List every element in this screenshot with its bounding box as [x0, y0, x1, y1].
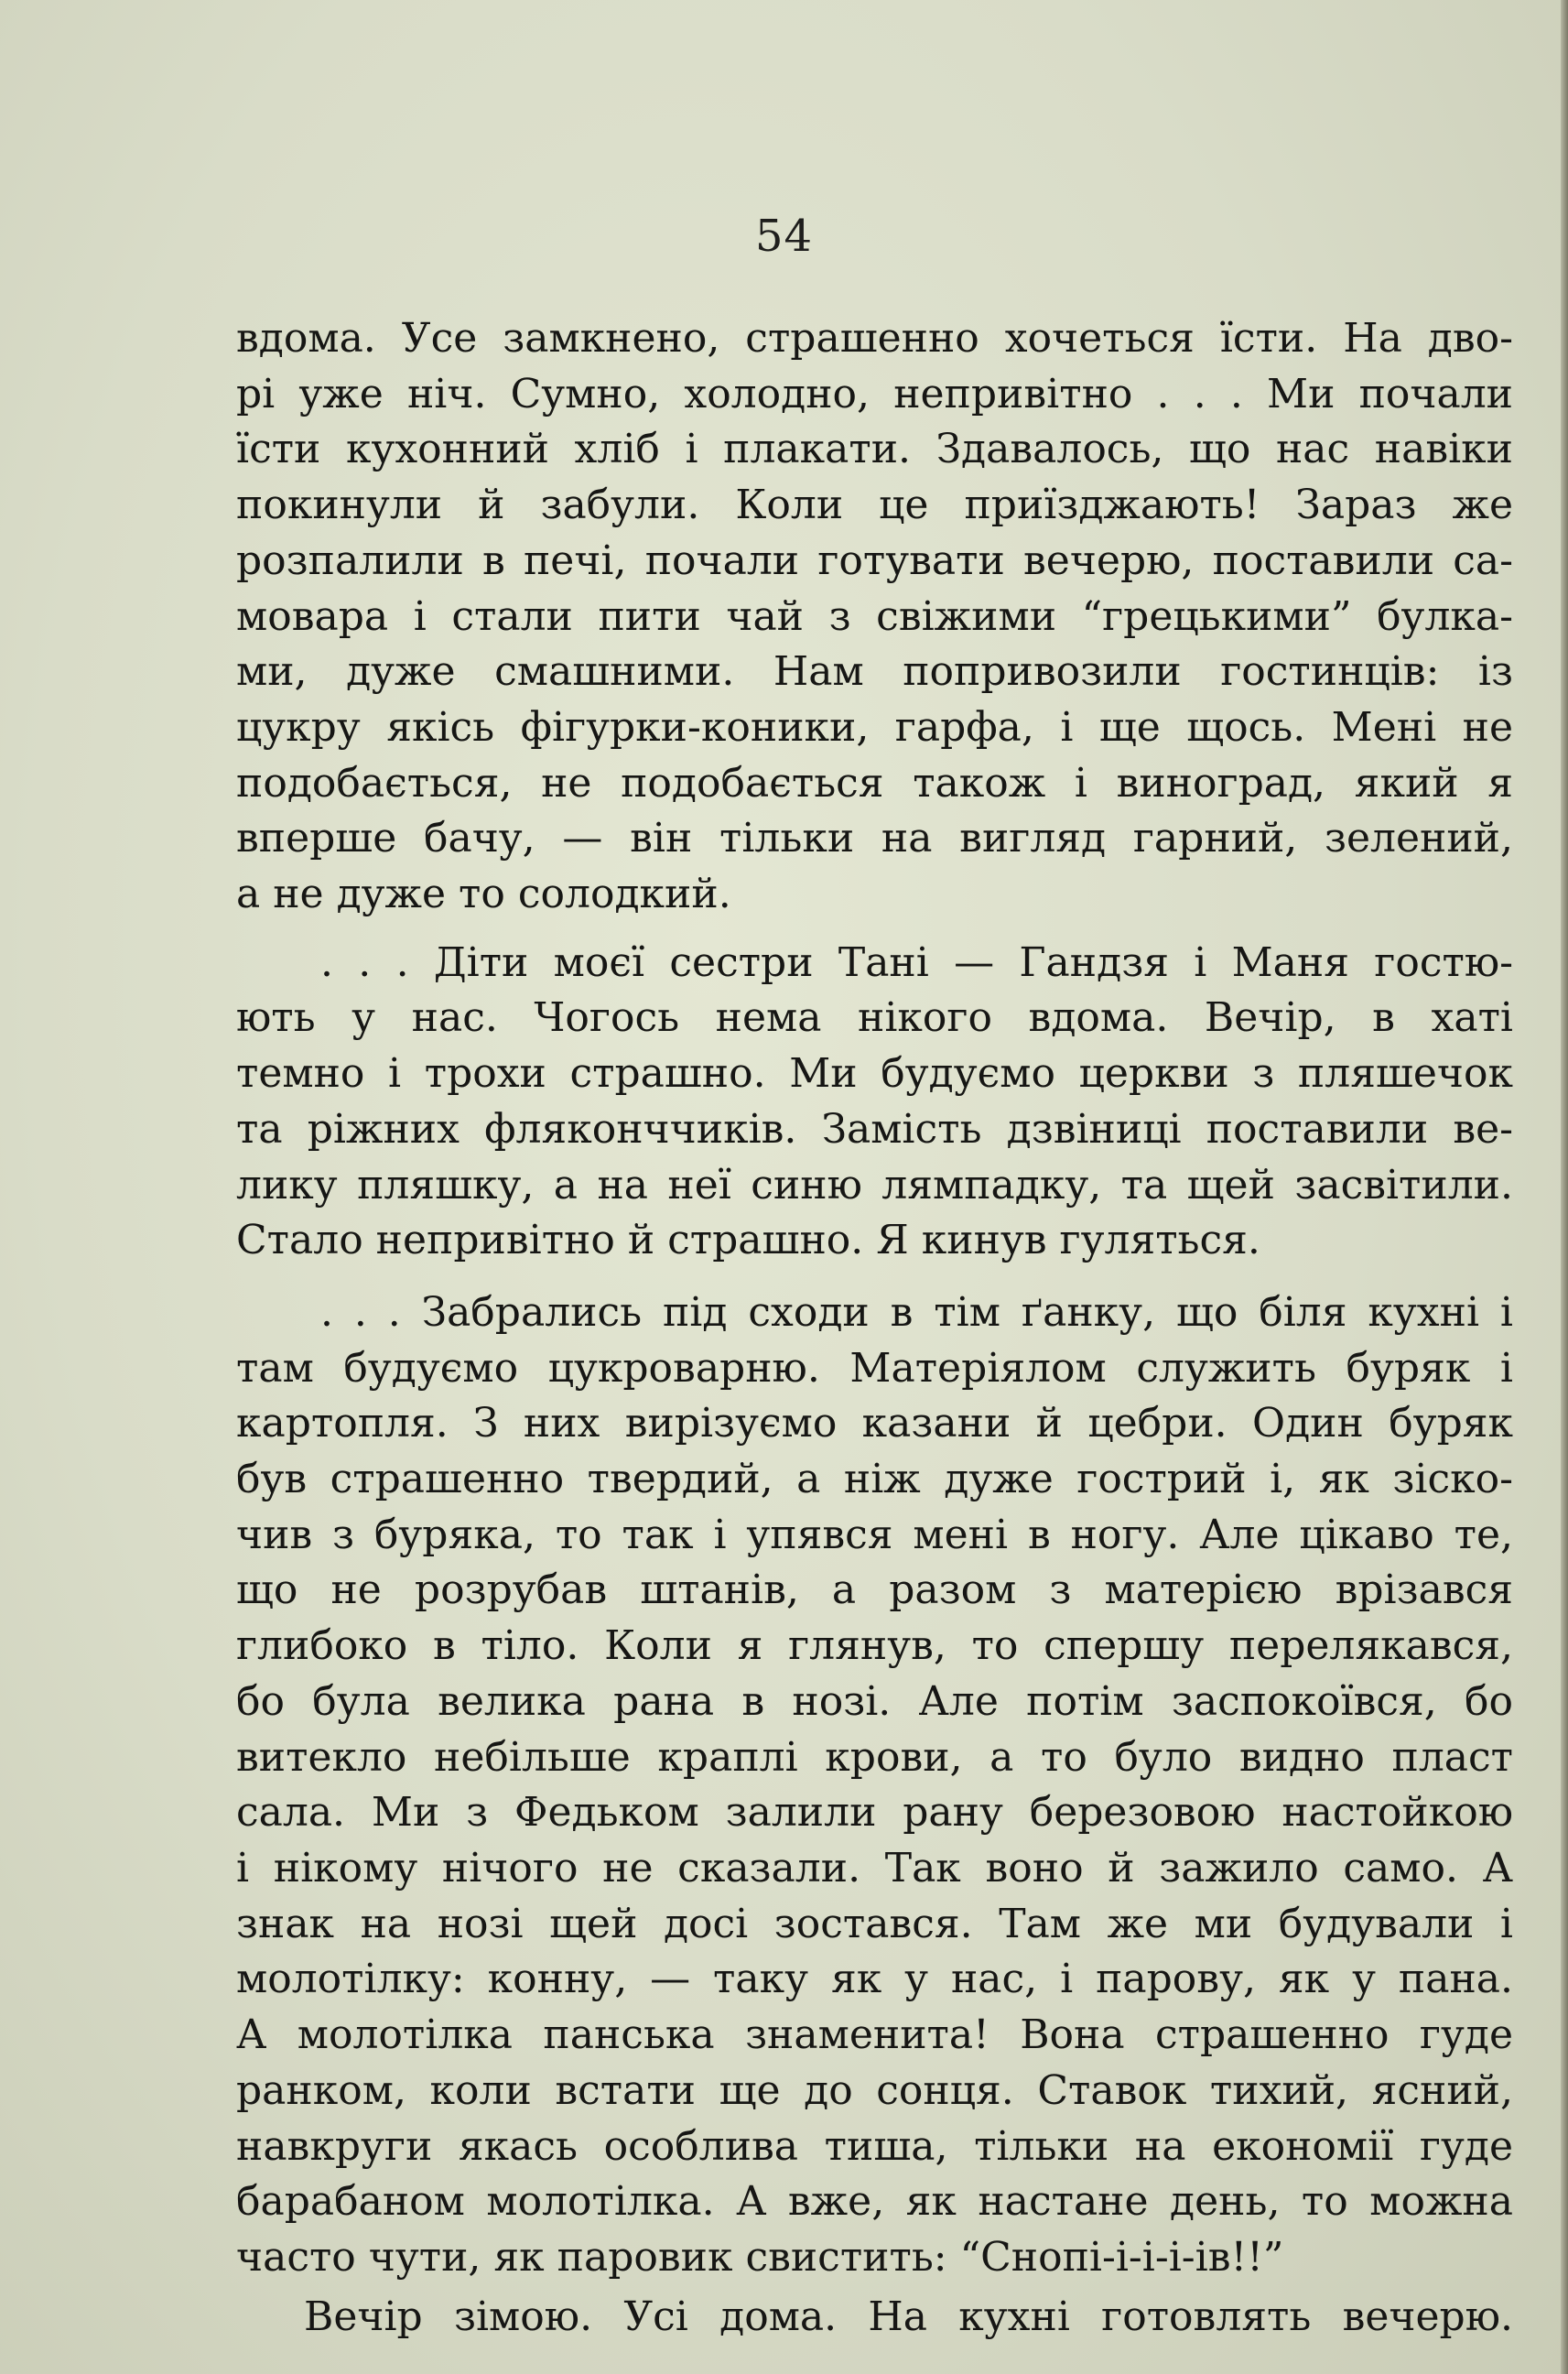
text-line: був страшенно твердий, а ніж дуже гострий і, як зіско- — [236, 1456, 1513, 1503]
text-line: Вечір зімою. Усі дома. На кухні готовлять вечерю. — [304, 2293, 1513, 2340]
text-line: ранком, коли встати ще до сонця. Ставок тихий, ясний, — [236, 2066, 1513, 2114]
text-line: . . . Забрались під сходи в тім ґанку, що біля кухні і — [320, 1288, 1513, 1336]
text-line: розпалили в печі, почали готувати вечерю, поставили са- — [236, 537, 1513, 584]
text-line: там будуємо цукроварню. Матеріялом служить буряк і — [236, 1344, 1513, 1392]
text-line: навкруги якась особлива тиша, тільки на економії гуде — [236, 2122, 1513, 2170]
paragraph-2 — [236, 936, 1513, 1269]
text-line: цукру якісь фігурки-коники, гарфа, і ще щось. Мені не — [236, 703, 1513, 751]
text-line: глибоко в тіло. Коли я глянув, то спершу перелякався, — [236, 1622, 1513, 1670]
text-line: барабаном молотілка. А вже, як настане день, то можна — [236, 2178, 1513, 2226]
paragraph-3 — [236, 1285, 1513, 2286]
text-line: . . . Діти моєї сестри Тані — Гандзя і Маня гостю- — [320, 938, 1513, 986]
text-line: та ріжних фляконччиків. Замість дзвіниці поставили ве- — [236, 1105, 1513, 1153]
text-line: ють у нас. Чогось нема нікого вдома. Вечір, в хаті — [236, 994, 1513, 1042]
text-line: вдома. Усе замкнено, страшенно хочеться їсти. На дво- — [236, 315, 1513, 362]
page-number: 54 — [754, 211, 814, 262]
text-line: молотілку: конну, — таку як у нас, і парову, як у пана. — [236, 1956, 1513, 2003]
page-edge-shadow — [1561, 0, 1568, 2374]
text-line: лику пляшку, а на неї синю лямпадку, та щей засвітили. — [236, 1161, 1513, 1209]
text-line: рі уже ніч. Сумно, холодно, непривітно . . . Ми почали — [236, 370, 1513, 417]
text-line: сала. Ми з Федьком залили рану березовою настойкою — [236, 1789, 1513, 1837]
text-line: що не розрубав штанів, а разом з матерією врізався — [236, 1566, 1513, 1614]
text-line: темно і трохи страшно. Ми будуємо церкви з пляшечок — [236, 1050, 1513, 1098]
text-line: картопля. З них вирізуємо казани й цебри. Один буряк — [236, 1400, 1513, 1447]
text-line: ми, дуже смашними. Нам попривозили гостинців: із — [236, 648, 1513, 696]
text-line: вперше бачу, — він тільки на вигляд гарний, зелений, — [236, 815, 1513, 862]
page-text — [236, 311, 1513, 2345]
text-line: подобається, не подобається також і виноград, який я — [236, 759, 1513, 807]
text-line: А молотілка панська знаменита! Вона страшенно гуде — [236, 2011, 1513, 2059]
text-line: чив з буряка, то так і упявся мені в ногу. Але цікаво те, — [236, 1511, 1513, 1558]
text-line: бо була велика рана в нозі. Але потім заспокоївся, бо — [236, 1677, 1513, 1725]
text-line: мовара і стали пити чай з свіжими “грецькими” булка- — [236, 592, 1513, 640]
text-line: знак на нозі щей досі зостався. Там же ми будували і — [236, 1900, 1513, 1947]
paragraph-4 — [236, 2290, 1513, 2346]
text-line: і нікому нічого не сказали. Так воно й зажило само. А — [236, 1844, 1513, 1892]
text-line: Стало непривітно й страшно. Я кинув гуляться. — [236, 1217, 1260, 1264]
paragraph-1 — [236, 311, 1513, 923]
text-line: витекло небільше краплі крови, а то було видно пласт — [236, 1733, 1513, 1781]
text-line: покинули й забули. Коли це приїзджають! Зараз же — [236, 482, 1513, 529]
text-line: їсти кухонний хліб і плакати. Здавалось, що нас навіки — [236, 426, 1513, 473]
text-line: а не дуже то солодкий. — [236, 871, 731, 918]
text-line: часто чути, як паровик свистить: “Снопі-і-і-і-ів!!” — [236, 2233, 1284, 2281]
